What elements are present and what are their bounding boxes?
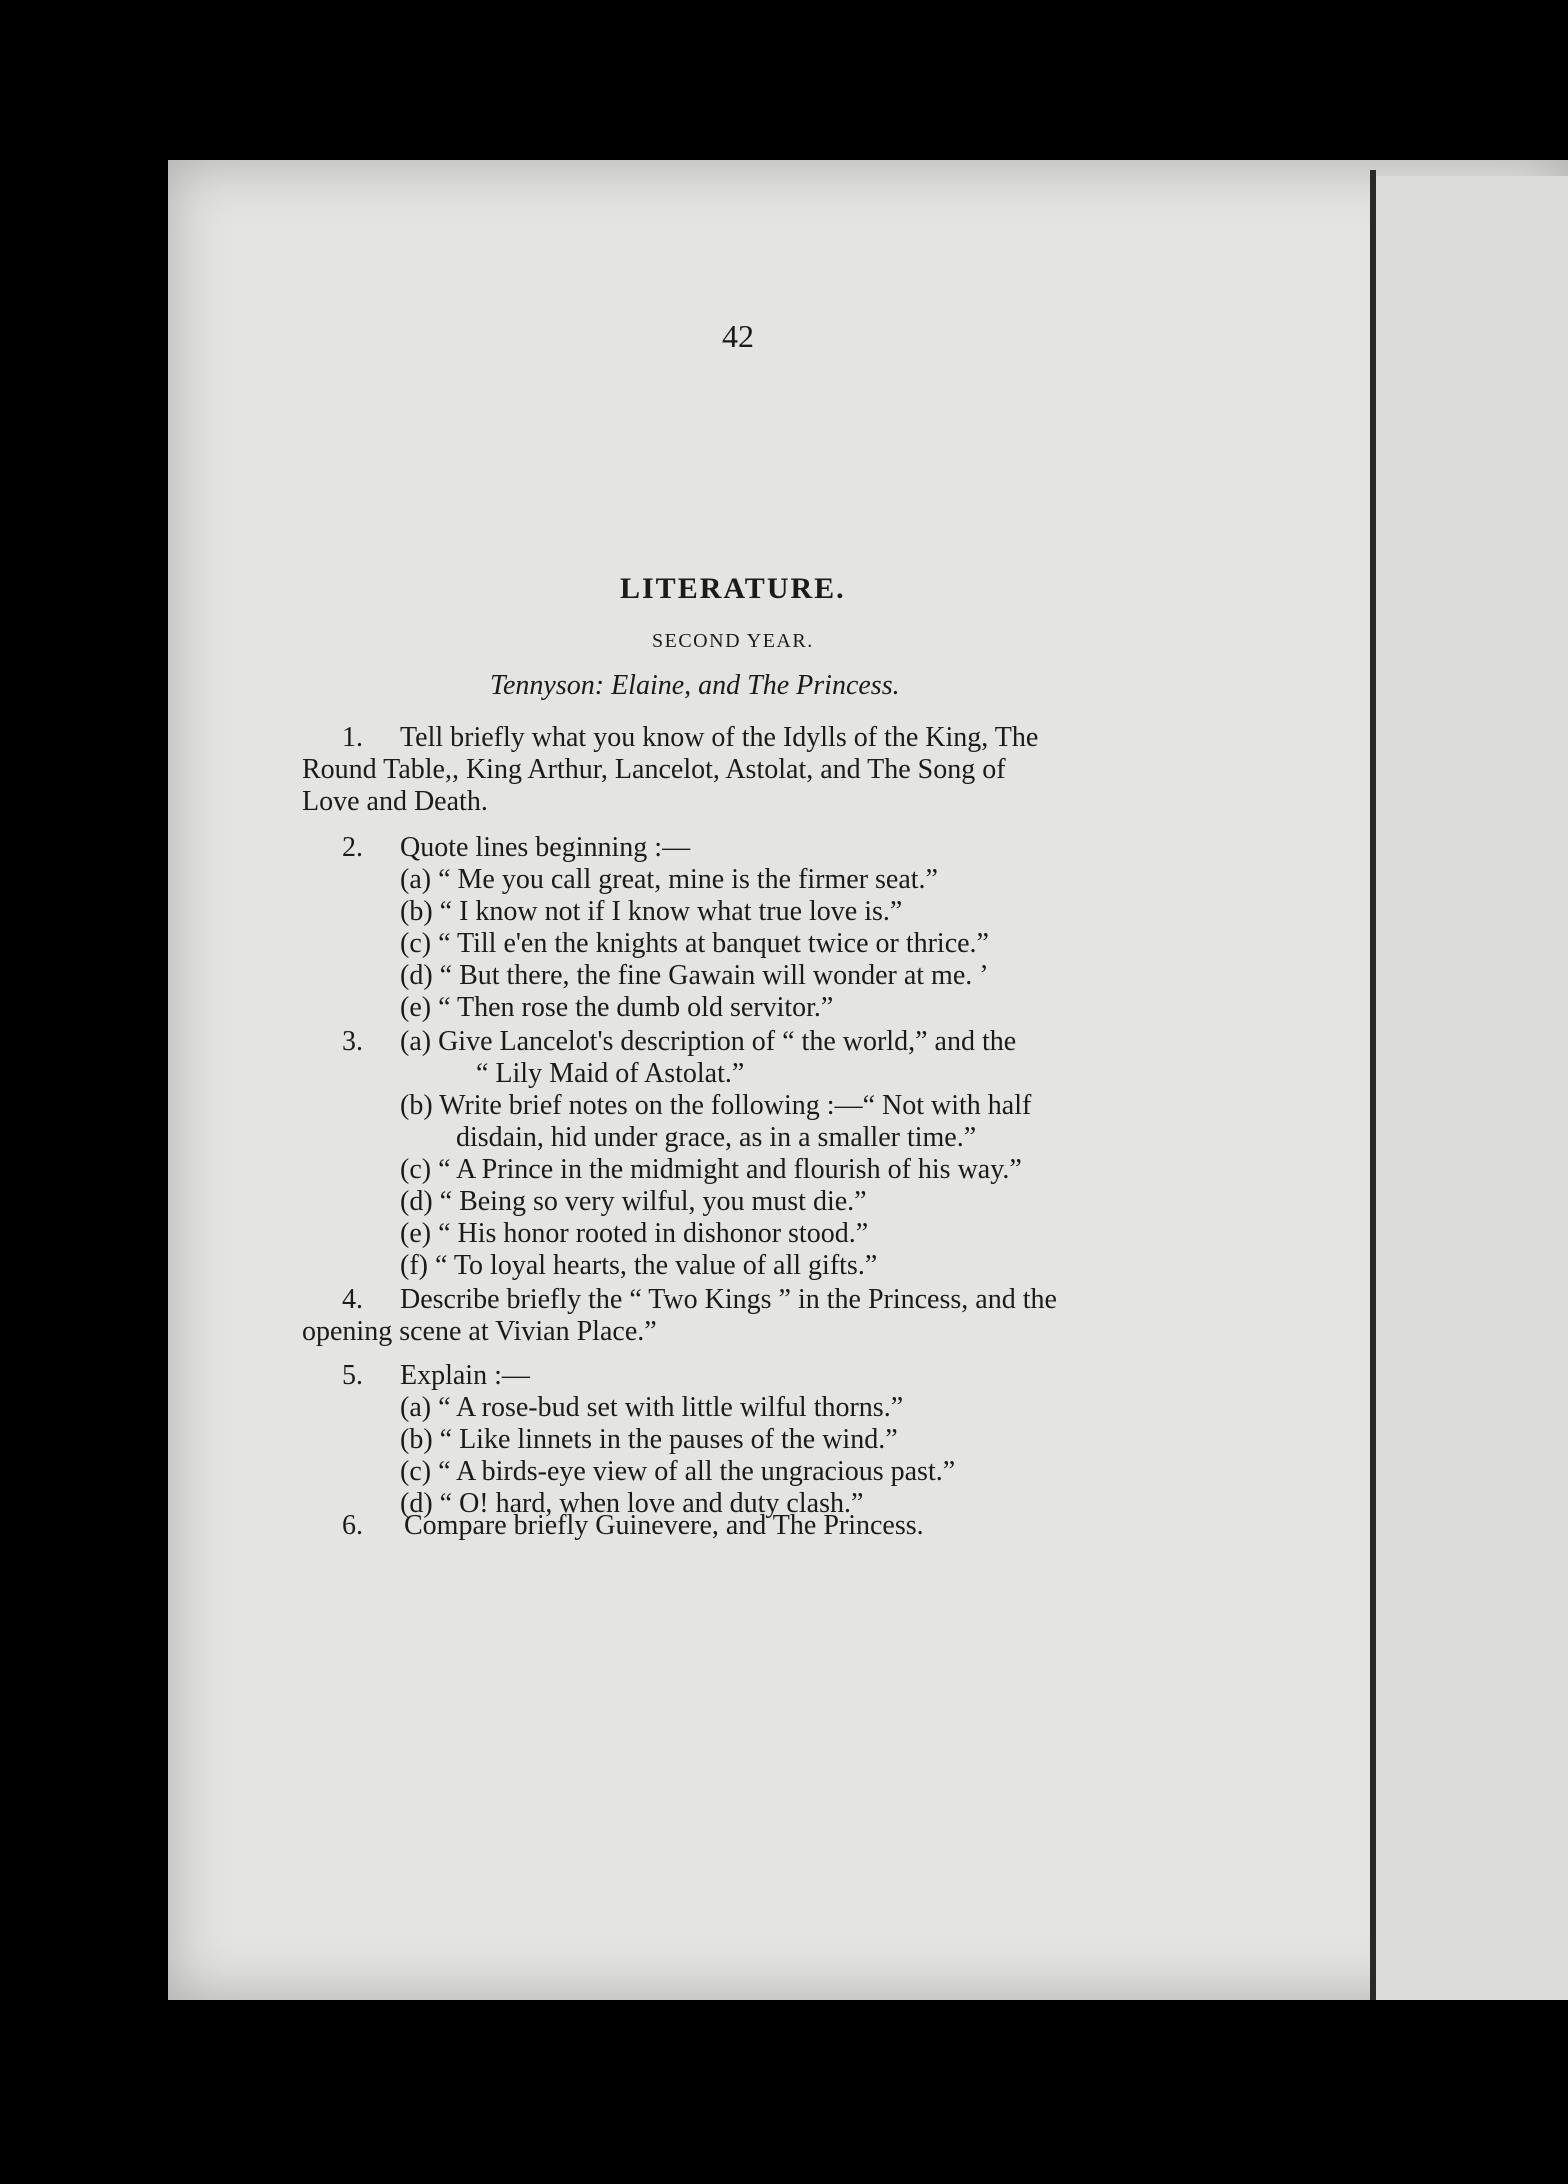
question-item: (a) “ A rose-bud set with little wilful thorns.” bbox=[400, 1392, 904, 1423]
question-text: opening scene at Vivian Place.” bbox=[302, 1316, 657, 1347]
page-number: 42 bbox=[722, 318, 754, 354]
question-text: Explain :— bbox=[400, 1360, 530, 1391]
question-item: (e) “ Then rose the dumb old servitor.” bbox=[400, 992, 834, 1023]
question-item: “ Lily Maid of Astolat.” bbox=[476, 1058, 745, 1089]
question-item: (a) Give Lancelot's description of “ the world,” and the bbox=[400, 1026, 1017, 1057]
page-subtitle: SECOND YEAR. bbox=[652, 630, 814, 652]
question-text: Describe briefly the “ Two Kings ” in the Princess, and the bbox=[400, 1284, 1057, 1315]
question-item: (b) “ I know not if I know what true love is.” bbox=[400, 896, 903, 927]
question-number: 4. bbox=[342, 1284, 363, 1315]
question-item: (c) “ Till e'en the knights at banquet twice or thrice.” bbox=[400, 928, 989, 959]
question-item: (d) “ But there, the fine Gawain will wonder at me. ’ bbox=[400, 960, 989, 991]
question-item: (b) “ Like linnets in the pauses of the wind.” bbox=[400, 1424, 898, 1455]
question-item: (e) “ His honor rooted in dishonor stood.” bbox=[400, 1218, 869, 1249]
question-text: Tell briefly what you know of the Idylls of the King, The bbox=[400, 722, 1039, 753]
question-item: (d) “ O! hard, when love and duty clash.” bbox=[400, 1488, 864, 1519]
question-number: 1. bbox=[342, 722, 363, 753]
question-text: Compare briefly Guinevere, and The Princess. bbox=[404, 1510, 924, 1541]
adjacent-page-strip bbox=[1376, 176, 1568, 2000]
question-item: (f) “ To loyal hearts, the value of all gifts.” bbox=[400, 1250, 878, 1281]
question-number: 3. bbox=[342, 1026, 363, 1057]
question-item: (d) “ Being so very wilful, you must die.” bbox=[400, 1186, 867, 1217]
paper-sheet bbox=[168, 160, 1568, 2000]
question-item: (c) “ A birds-eye view of all the ungracious past.” bbox=[400, 1456, 956, 1487]
page-title: LITERATURE. bbox=[620, 572, 846, 605]
question-item: (a) “ Me you call great, mine is the firmer seat.” bbox=[400, 864, 938, 895]
question-text: Love and Death. bbox=[302, 786, 488, 817]
question-number: 2. bbox=[342, 832, 363, 863]
set-texts-heading: Tennyson: Elaine, and The Princess. bbox=[490, 670, 900, 701]
question-text: Quote lines beginning :— bbox=[400, 832, 691, 863]
question-item: (c) “ A Prince in the midmight and flourish of his way.” bbox=[400, 1154, 1022, 1185]
question-number: 5. bbox=[342, 1360, 363, 1391]
question-text: Round Table,, King Arthur, Lancelot, Astolat, and The Song of bbox=[302, 754, 1006, 785]
question-item: (b) Write brief notes on the following :—“ Not with half bbox=[400, 1090, 1032, 1121]
question-item: disdain, hid under grace, as in a smaller time.” bbox=[456, 1122, 977, 1153]
question-number: 6. bbox=[342, 1510, 363, 1541]
